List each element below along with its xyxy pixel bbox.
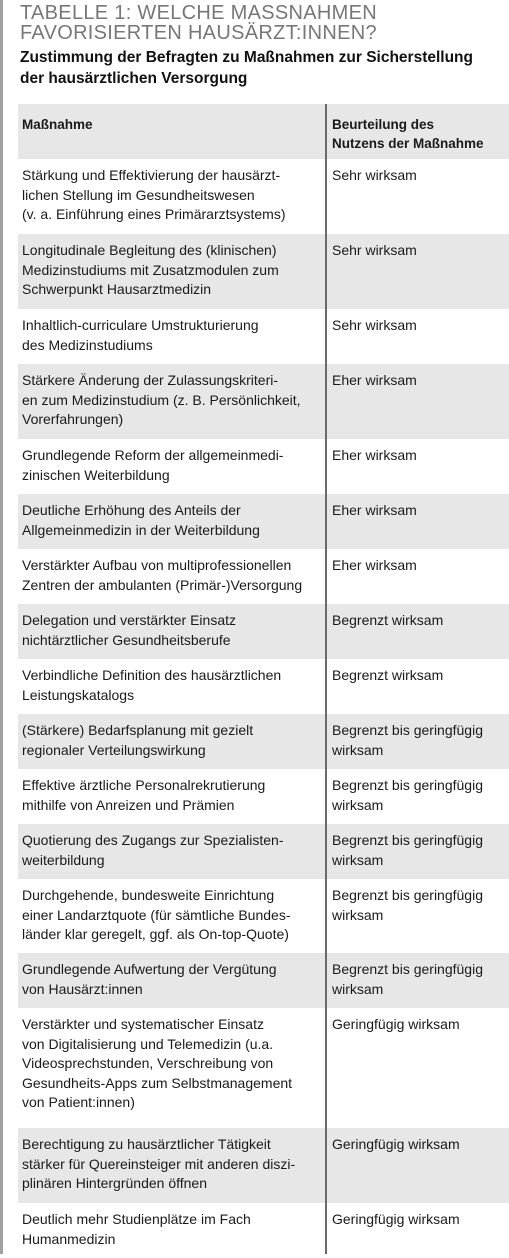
measure-text: stärker für Quereinsteiger mit anderen diszi-: [22, 1155, 296, 1172]
measure-text: Longitudinale Begleitung des (klinischen): [22, 242, 277, 258]
measure-cell: [18, 604, 328, 659]
measure-text: zinischen Weiterbildung: [22, 466, 170, 483]
table-row: [18, 769, 509, 824]
table-row: [18, 234, 509, 309]
measure-text: regionaler Verteilungswirkung: [22, 741, 206, 758]
rating-cell: [328, 439, 509, 494]
measure-text: Durchgehende, bundesweite Einrichtung: [22, 887, 275, 903]
title-line: FAVORISIERTEN HAUSÄRZT:INNEN?: [20, 22, 377, 44]
rating-cell: [328, 824, 509, 879]
measure-cell: [18, 439, 328, 494]
table-row: [18, 1008, 509, 1128]
measure-text: Verbindliche Definition des hausärztlichen: [22, 667, 282, 683]
measure-cell: [18, 879, 328, 953]
rating-cell: [328, 234, 509, 309]
measure-text: Zentren der ambulanten (Primär-)Versorgung: [22, 576, 303, 593]
rating-text: Begrenzt bis geringfügig: [332, 722, 483, 738]
rating-cell: [328, 769, 509, 824]
title-line: TABELLE 1: WELCHE MASSNAHMEN: [20, 2, 378, 24]
header-measure-label: Maßnahme: [22, 117, 93, 132]
rating-cell: [328, 953, 509, 1008]
table-row: [18, 953, 509, 1008]
table-row: [18, 659, 509, 714]
measure-text: Stärkung und Effektivierung der hausärzt-: [22, 167, 281, 183]
measure-cell: [18, 1128, 328, 1203]
measure-cell: [18, 1203, 328, 1258]
table-row: [18, 1128, 509, 1203]
rating-text: Sehr wirksam: [332, 167, 417, 183]
measure-text: Schwerpunkt Hausarztmedizin: [22, 281, 212, 297]
rating-text: Eher wirksam: [332, 372, 417, 388]
rating-cell: [328, 309, 509, 364]
column-divider: [325, 104, 327, 1254]
subtitle-line: der hausärztlichen Versorgung: [20, 70, 248, 87]
measure-text: von Digitalisierung und Telemedizin (u.a.: [22, 1035, 274, 1052]
header-rating-line: Nutzens der Maßnahme: [332, 136, 484, 151]
measure-cell: [18, 549, 328, 604]
measure-cell: [18, 234, 328, 309]
rating-text: wirksam: [332, 851, 384, 868]
rating-cell: [328, 1008, 509, 1128]
rating-text: Begrenzt bis geringfügig: [332, 961, 483, 977]
rating-text: wirksam: [332, 741, 384, 758]
measure-cell: [18, 824, 328, 879]
table-row: [18, 549, 509, 604]
measure-cell: [18, 494, 328, 549]
measure-text: Quotierung des Zugangs zur Spezialisten-: [22, 832, 284, 848]
rating-text: Begrenzt bis geringfügig: [332, 887, 483, 903]
measure-text: nichtärztlicher Gesundheitsberufe: [22, 631, 231, 648]
measure-text: Stärkere Änderung der Zulassungskriteri-: [22, 372, 279, 388]
subtitle-line: Zustimmung der Befragten zu Maßnahmen zur Sicherstellung: [20, 49, 473, 66]
rating-text: Begrenzt wirksam: [332, 667, 444, 683]
rating-text: Sehr wirksam: [332, 317, 417, 333]
measure-text: (v. a. Einführung eines Primärarztsystems): [22, 206, 286, 222]
header-measure: [18, 104, 328, 159]
measure-text: von Hausärzt:innen: [22, 980, 143, 997]
measure-text: Grundlegende Reform der allgemeinmedi-: [22, 447, 284, 463]
table-row: [18, 159, 509, 234]
measure-cell: [18, 1008, 328, 1128]
measure-text: von Patient:innen): [22, 1094, 135, 1110]
rating-cell: [328, 659, 509, 714]
rating-cell: [328, 1203, 509, 1258]
measure-text: Grundlegende Aufwertung der Vergütung: [22, 961, 277, 977]
measure-cell: [18, 714, 328, 769]
measure-cell: [18, 159, 328, 234]
measure-cell: [18, 953, 328, 1008]
rating-text: wirksam: [332, 980, 384, 997]
rating-text: Geringfügig wirksam: [332, 1136, 460, 1152]
measure-text: Berechtigung zu hausärztlicher Tätigkeit: [22, 1136, 271, 1152]
measure-text: Effektive ärztliche Personalrekrutierung: [22, 777, 266, 793]
measure-text: lichen Stellung im Gesundheitswesen: [22, 186, 255, 203]
rating-text: Sehr wirksam: [332, 242, 417, 258]
rating-cell: [328, 549, 509, 604]
measure-text: Verstärkter Aufbau von multiprofessionellen: [22, 557, 292, 573]
measure-text: weiterbildung: [22, 851, 105, 868]
measure-text: des Medizinstudiums: [22, 336, 153, 353]
measure-text: Videosprechstunden, Verschreibung von: [22, 1055, 274, 1071]
rating-text: Begrenzt bis geringfügig: [332, 832, 483, 848]
table-header-row: [18, 104, 509, 159]
measure-text: en zum Medizinstudium (z. B. Persönlichkeit,: [22, 391, 301, 408]
rating-cell: [328, 159, 509, 234]
measure-text: einer Landarztquote (für sämtliche Bundes-: [22, 906, 291, 923]
measure-text: Humanmedizin: [22, 1230, 116, 1247]
rating-cell: [328, 714, 509, 769]
rating-cell: [328, 879, 509, 953]
measure-text: Inhaltlich-curriculare Umstrukturierung: [22, 317, 259, 333]
header-rating: [328, 104, 509, 159]
measure-cell: [18, 309, 328, 364]
measure-text: (Stärkere) Bedarfsplanung mit gezielt: [22, 722, 254, 738]
header-rating-line: Beurteilung des: [332, 117, 435, 132]
rating-text: Geringfügig wirksam: [332, 1016, 460, 1032]
table-row: [18, 439, 509, 494]
rating-text: wirksam: [332, 906, 384, 923]
rating-text: Begrenzt wirksam: [332, 612, 444, 628]
table-row: [18, 364, 509, 439]
rating-text: wirksam: [332, 796, 384, 813]
measure-cell: [18, 364, 328, 439]
rating-cell: [328, 364, 509, 439]
rating-text: Geringfügig wirksam: [332, 1211, 460, 1227]
measures-table: [18, 104, 509, 1258]
rating-cell: [328, 604, 509, 659]
measure-text: Deutlich mehr Studienplätze im Fach: [22, 1211, 251, 1227]
left-margin-rule: [0, 0, 3, 1254]
table-row: [18, 494, 509, 549]
table-row: [18, 824, 509, 879]
measure-text: Deutliche Erhöhung des Anteils der: [22, 502, 241, 518]
table-row: [18, 714, 509, 769]
measure-text: Gesundheits-Apps zum Selbstmanagement: [22, 1074, 293, 1091]
table-row: [18, 879, 509, 953]
table-row: [18, 604, 509, 659]
rating-cell: [328, 494, 509, 549]
table-title: [20, 3, 500, 43]
measure-text: Vorerfahrungen): [22, 411, 124, 427]
rating-cell: [328, 1128, 509, 1203]
measure-text: Allgemeinmedizin in der Weiterbildung: [22, 521, 260, 538]
table-row: [18, 1203, 509, 1258]
table-subtitle: [20, 47, 508, 89]
measure-text: mithilfe von Anreizen und Prämien: [22, 796, 235, 813]
rating-text: Eher wirksam: [332, 502, 417, 518]
measure-text: Medizinstudiums mit Zusatzmodulen zum: [22, 261, 279, 278]
measure-text: Leistungskatalogs: [22, 686, 135, 703]
measure-text: Verstärkter und systematischer Einsatz: [22, 1016, 264, 1032]
table-row: [18, 309, 509, 364]
measure-cell: [18, 769, 328, 824]
measure-cell: [18, 659, 328, 714]
rating-text: Eher wirksam: [332, 447, 417, 463]
measure-text: länder klar geregelt, ggf. als On-top-Quote): [22, 926, 289, 942]
rating-text: Begrenzt bis geringfügig: [332, 777, 483, 793]
measure-text: plinären Hintergründen öffnen: [22, 1175, 207, 1191]
measure-text: Delegation und verstärkter Einsatz: [22, 612, 236, 628]
rating-text: Eher wirksam: [332, 557, 417, 573]
